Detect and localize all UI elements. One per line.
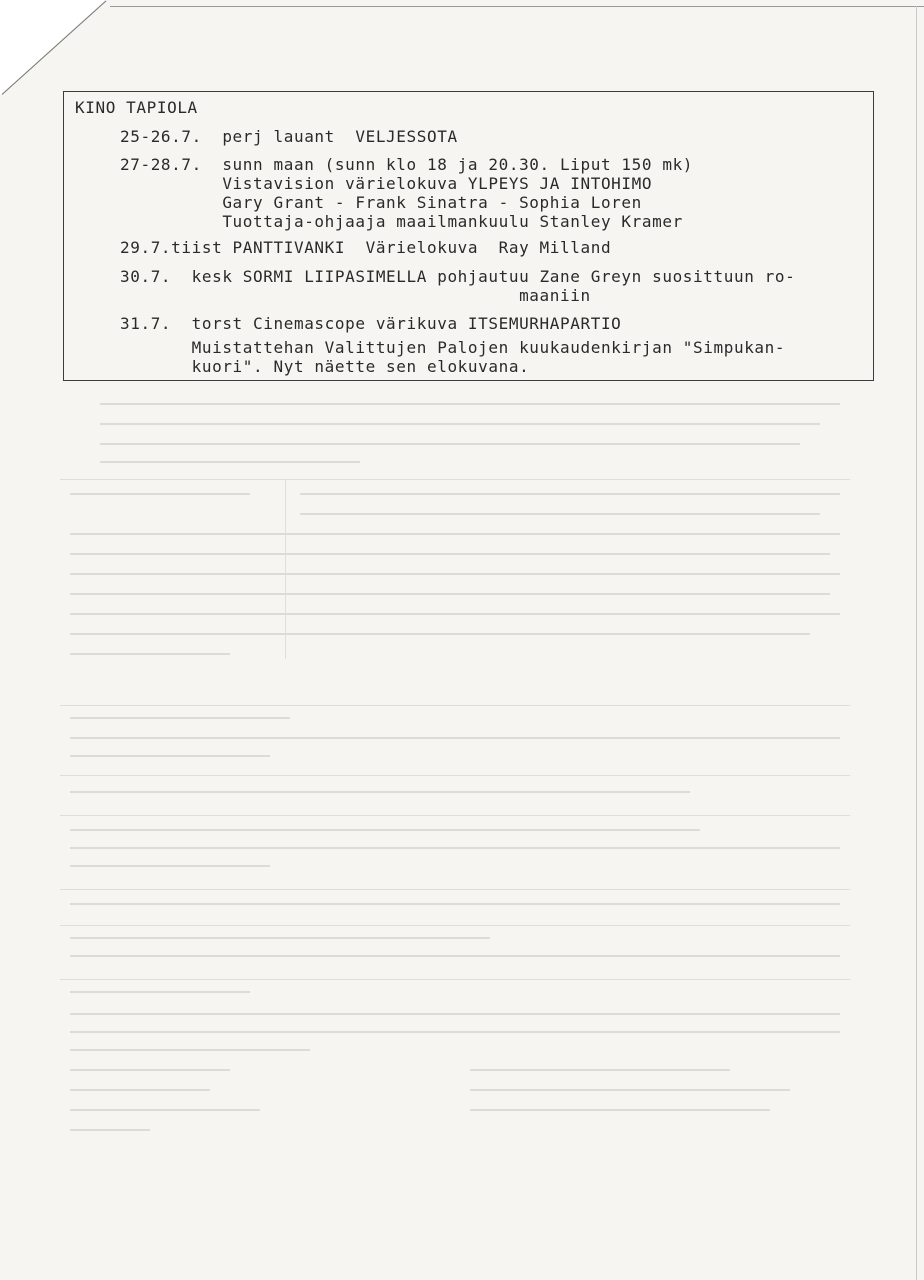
listing-line: 27-28.7. sunn maan (sunn klo 18 ja 20.30. Liput 150 mk)	[120, 155, 694, 174]
page-top-edge	[110, 6, 924, 7]
listing-line: 30.7. kesk SORMI LIIPASIMELLA pohjautuu Zane Greyn suosittuun ro-	[120, 267, 796, 286]
listing-line: 31.7. torst Cinemascope värikuva ITSEMURHAPARTIO	[120, 314, 622, 333]
listing-line: Muistattehan Valittujen Palojen kuukaudenkirjan "Simpukan-	[120, 338, 786, 357]
listing-line: maaniin	[120, 286, 591, 305]
listing-line: kuori". Nyt näette sen elokuvana.	[120, 357, 530, 376]
listing-line: 29.7.tiist PANTTIVANKI Värielokuva Ray Milland	[120, 238, 612, 257]
listing-line: Vistavision värielokuva YLPEYS JA INTOHIMO	[120, 174, 653, 193]
reverse-side-bleed-through	[60, 395, 860, 1175]
listing-heading: KINO TAPIOLA	[75, 98, 198, 117]
listing-line: Tuottaja-ohjaaja maailmankuulu Stanley Kramer	[120, 212, 683, 231]
listing-line: Gary Grant - Frank Sinatra - Sophia Loren	[120, 193, 642, 212]
page-right-edge	[916, 6, 917, 1280]
listing-line: 25-26.7. perj lauant VELJESSOTA	[120, 127, 458, 146]
